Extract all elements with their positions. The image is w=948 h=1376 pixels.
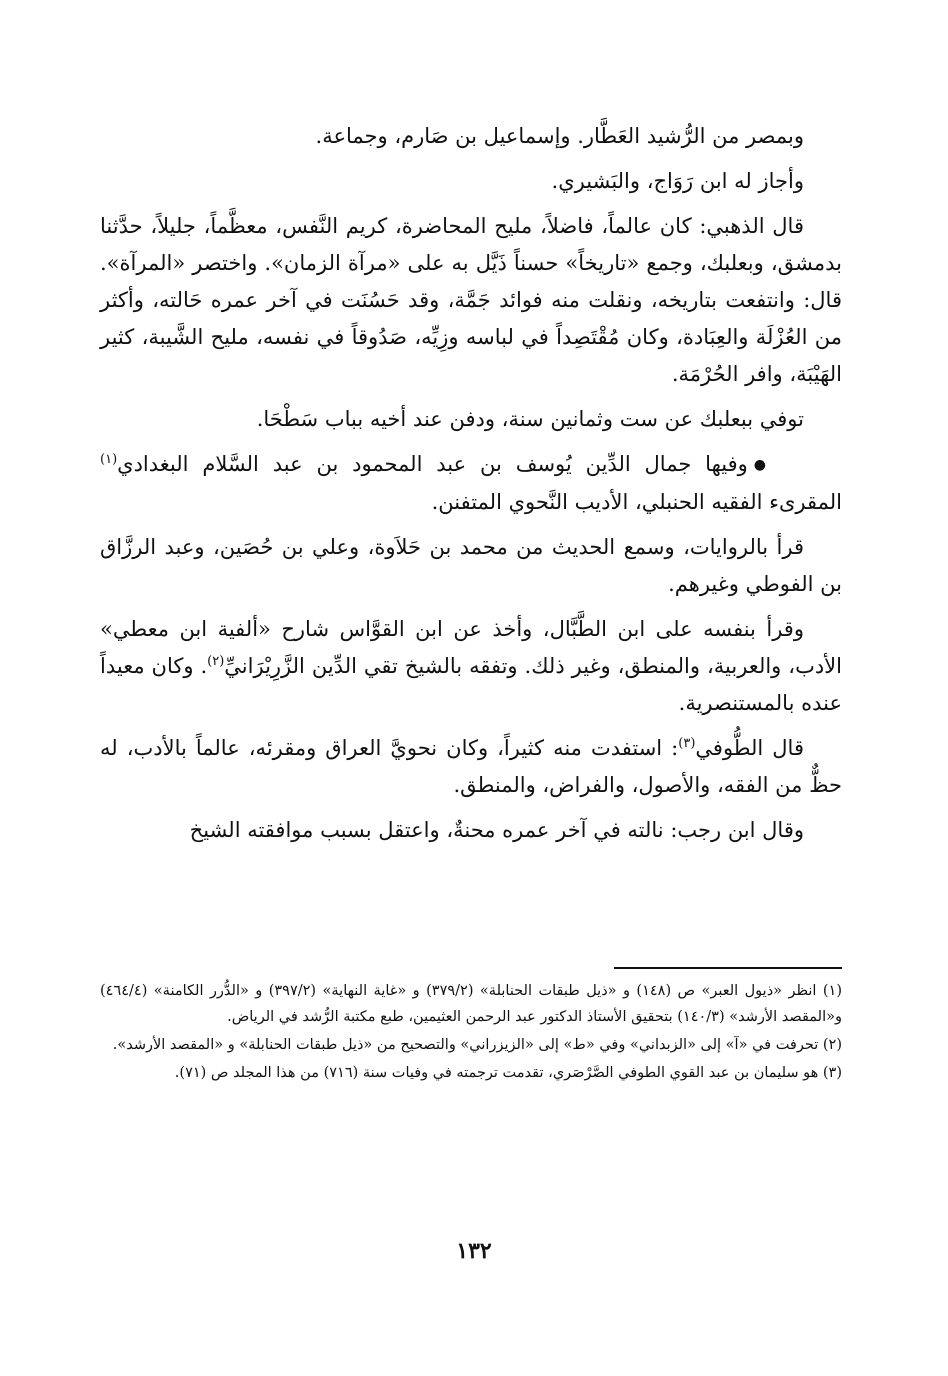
footnote-1: (١) انظر «ذيول العبر» ص (١٤٨) و «ذيل طبقات الحنابلة» (٣٧٩/٢) و «غاية النهاية» (٣٩٧/٢) و «الدُّرر الكامنة» (٤٦٤/٤) و«المقصد الأرشد» (١٤٠/٣) بتحقيق الأستاذ الدكتور عبد الرحمن العثيمين، طبع مكتبة الرُّشد في الرياض.: [100, 983, 842, 1025]
footnote-divider: [614, 967, 842, 969]
paragraph-1: وبمصر من الرُّشيد العَطَّار. وإسماعيل بن صَارم، وجماعة.: [315, 124, 804, 148]
main-text: [100, 118, 842, 857]
footnote-3: (٣) هو سليمان بن عبد القوي الطوفي الصَّرْصَري، تقدمت ترجمته في وفيات سنة (٧١٦) من هذا المجلد ص (٧١).: [174, 1065, 842, 1081]
entry-text: وفيها جمال الدِّين يُوسف بن عبد المحمود بن عبد السَّلام البغدادي: [117, 452, 748, 476]
paragraph-tufi: [100, 730, 842, 804]
paragraph-zarirani: [100, 611, 842, 722]
paragraph-3: قال الذهبي: كان عالماً، فاضلاً، مليح المحاضرة، كريم النَّفس، معظَّماً، جليلاً، حدَّثنا بدمشق، وبعلبك، وجمع «تاريخاً» حسناً ذَيَّل به على «مرآة الزمان». واختصر «المرآة». قال: وانتفعت بتاريخه، ونقلت منه فوائد جَمَّة، وقد حَسُنَت في آخر عمره حَالته، وأكثر من العُزْلَة والعِبَادة، وكان مُقْتَصِداً في لباسه وزِيِّه، صَدُوقاً في نفسه، مليح الشَّيبة، كثير الهَيْبَة، وافر الحُرْمَة.: [100, 214, 842, 386]
bullet-icon: ●: [753, 457, 767, 473]
footnote-ref-3: (٣): [678, 736, 696, 751]
paragraph-readings: قرأ بالروايات، وسمع الحديث من محمد بن حَلاَوة، وعلي بن حُصَين، وعبد الرزَّاق بن الفوطي وغيرهم.: [100, 535, 842, 596]
footnote-ref-2: (٢): [207, 654, 225, 669]
zarirani-text-after: . وكان معيداً عنده بالمستنصرية.: [100, 654, 842, 715]
tufi-text-after: : استفدت منه كثيراً، وكان نحويَّ العراق ومقرئه، عالماً بالأدب، له حظٌّ من الفقه، والأصول، والفراض، والمنطق.: [100, 736, 842, 797]
footnote-ref-1: (١): [100, 452, 118, 467]
entry-text-after: المقرىء الفقيه الحنبلي، الأديب النَّحوي المتفنن.: [431, 490, 842, 514]
tufi-text-before: قال الطُّوفي: [695, 736, 804, 760]
paragraph-4: توفي ببعلبك عن ست وثمانين سنة، ودفن عند أخيه بباب سَطْحَا.: [256, 407, 804, 431]
entry-paragraph: [100, 446, 842, 521]
paragraph-2: وأجاز له ابن رَوَاج، والبَشيري.: [551, 169, 804, 193]
footnotes: [100, 978, 842, 1088]
footnote-2: (٢) تحرفت في «آ» إلى «الزبداني» وفي «ط» إلى «الزيزراني» والتصحيح من «ذيل طبقات الحنابلة» و «المقصد الأرشد».: [112, 1037, 842, 1053]
paragraph-ibn-rajab: وقال ابن رجب: نالته في آخر عمره محنةٌ، واعتقل بسبب موافقته الشيخ: [189, 818, 804, 842]
zarirani-text: وقرأ بنفسه على ابن الطَّبَّال، وأخذ عن ابن القوَّاس شارح «ألفية ابن معطي» الأدب، والعربية، والمنطق، وغير ذلك. وتفقه بالشيخ تقي الدِّين الزَّرِيْرَانيِّ: [100, 617, 842, 678]
page-number: ١٣٢: [456, 1238, 492, 1264]
